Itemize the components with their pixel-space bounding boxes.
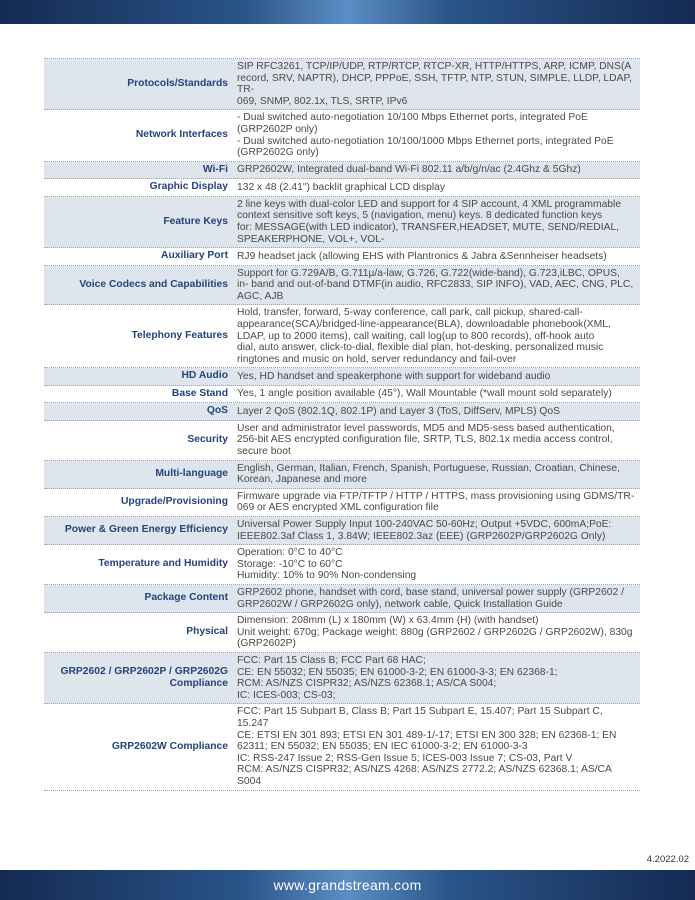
spec-row bbox=[44, 248, 640, 266]
spec-row bbox=[44, 162, 640, 180]
spec-value-line: Dimension: 208mm (L) x 180mm (W) x 63.4mm (H) (with handset) bbox=[237, 615, 539, 627]
spec-value-line: GRP2602W, Integrated dual-band Wi-Fi 802.11 a/b/g/n/ac (2.4Ghz & 5Ghz) bbox=[237, 164, 581, 176]
spec-label: Upgrade/Provisioning bbox=[121, 496, 228, 508]
spec-label: Multi-language bbox=[155, 468, 228, 479]
spec-label: Security bbox=[187, 434, 228, 446]
spec-label: Protocols/Standards bbox=[127, 77, 228, 89]
spec-row bbox=[44, 517, 640, 545]
spec-value bbox=[234, 653, 640, 703]
spec-value-line: Humidity: 10% to 90% Non-condensing bbox=[237, 570, 417, 582]
spec-value-line: 069 or AES encrypted XML configuration file bbox=[237, 502, 439, 514]
spec-value-line: GRP2602W / GRP2602G only), network cable, Quick Installation Guide bbox=[237, 598, 563, 610]
spec-label: GRP2602W Compliance bbox=[111, 740, 228, 752]
spec-value-line: Hold, transfer, forward, 5-way conference, call park, call pickup, shared-call- bbox=[237, 307, 583, 319]
spec-value bbox=[234, 403, 640, 420]
top-decorative-band bbox=[0, 0, 695, 24]
spec-value-line: secure boot bbox=[237, 446, 291, 458]
spec-value-line: 132 x 48 (2.41") backlit graphical LCD display bbox=[237, 181, 445, 193]
spec-row bbox=[44, 266, 640, 306]
spec-value-line: Operation: 0°C to 40°C bbox=[237, 547, 343, 559]
spec-value-line: dial, auto answer, click-to-dial, flexible dial plan, hot-desking, personalized music bbox=[237, 342, 604, 354]
footer-band bbox=[0, 870, 695, 900]
spec-value-line: context sensitive soft keys, 5 (navigation, menu) keys. 8 dedicated function keys bbox=[237, 210, 603, 222]
spec-row bbox=[44, 489, 640, 517]
spec-value bbox=[234, 162, 640, 179]
spec-label: Package Content bbox=[144, 592, 228, 604]
spec-value bbox=[234, 461, 640, 488]
spec-row bbox=[44, 59, 640, 110]
spec-value-line: RJ9 headset jack (allowing EHS with Plantronics & Jabra &Sennheiser headsets) bbox=[237, 250, 607, 262]
spec-label: Power & Green Energy Efficiency bbox=[64, 524, 228, 536]
spec-value-line: - Dual switched auto-negotiation 10/100 Mbps Ethernet ports, integrated PoE bbox=[237, 112, 588, 124]
specifications-table bbox=[44, 58, 640, 791]
spec-value-line: (GRP2602P) bbox=[237, 638, 296, 650]
spec-row bbox=[44, 197, 640, 248]
spec-value bbox=[234, 585, 640, 612]
spec-label: Telephony Features bbox=[131, 330, 228, 342]
spec-value-line: LDAP, up to 2000 items), call waiting, call log(up to 800 records), off-hook auto bbox=[237, 330, 595, 342]
spec-value-line: (GRP2602P only) bbox=[237, 123, 318, 135]
spec-row bbox=[44, 653, 640, 704]
spec-value-line: (GRP2602G only) bbox=[237, 147, 319, 159]
spec-value-line: ringtones and music on hold, server redundancy and fail-over bbox=[237, 353, 517, 365]
spec-value-line: 62311; EN 55032; EN 55035; EN IEC 61000-3-2; EN 61000-3-3 bbox=[237, 741, 528, 753]
spec-value bbox=[234, 517, 640, 544]
spec-value bbox=[234, 368, 640, 385]
spec-value-line: GRP2602 phone, handset with cord, base stand, universal power supply (GRP2602 / bbox=[237, 587, 624, 598]
spec-row bbox=[44, 461, 640, 489]
spec-label: Temperature and Humidity bbox=[98, 558, 228, 570]
spec-row bbox=[44, 305, 640, 368]
spec-value-line: Support for G.729A/B, G.711µ/a-law, G.726, G.722(wide-band), G.723,iLBC, OPUS, bbox=[237, 267, 620, 279]
spec-value-line: English, German, Italian, French, Spanish, Portuguese, Russian, Croatian, Chinese, bbox=[237, 462, 620, 474]
spec-value-line: Korean, Japanese and more bbox=[237, 474, 367, 486]
spec-row bbox=[44, 421, 640, 461]
spec-value-line: appearance(SCA)/bridged-line-appearance(BLA), downloadable phonebook(XML, bbox=[237, 319, 611, 330]
spec-value bbox=[234, 59, 640, 109]
spec-value bbox=[234, 704, 640, 789]
spec-value-line: User and administrator level passwords, MD5 and MD5-sess based authentication, bbox=[237, 422, 615, 434]
spec-value-line: RCM: AS/NZS CISPR32; AS/NZS 62368.1; AS/CA S004; bbox=[237, 678, 497, 690]
spec-row bbox=[44, 179, 640, 197]
spec-label: Feature Keys bbox=[163, 215, 228, 227]
spec-value bbox=[234, 421, 640, 460]
spec-value-line: 256-bit AES encrypted configuration file, SRTP, TLS, 802.1x media access control, bbox=[237, 434, 613, 446]
spec-value-line: FCC: Part 15 Subpart B, Class B; Part 15 Subpart E, 15.407; Part 15 Subpart C, 15.247 bbox=[237, 706, 603, 729]
spec-value-line: Layer 2 QoS (802.1Q, 802.1P) and Layer 3 (ToS, DiffServ, MPLS) QoS bbox=[237, 405, 560, 417]
spec-row bbox=[44, 403, 640, 421]
spec-value-line: SIP RFC3261, TCP/IP/UDP, RTP/RTCP, RTCP-XR, HTTP/HTTPS, ARP, ICMP, DNS(A bbox=[237, 61, 632, 72]
document-version: 4.2022.02 bbox=[646, 854, 689, 865]
spec-label: Voice Codecs and Capabilities bbox=[79, 278, 228, 290]
spec-label: Base Stand bbox=[171, 387, 228, 399]
spec-value bbox=[234, 110, 640, 160]
spec-row bbox=[44, 386, 640, 404]
spec-row bbox=[44, 368, 640, 386]
spec-row bbox=[44, 110, 640, 161]
spec-value-line: CE: ETSI EN 301 893; ETSI EN 301 489-1/-17; ETSI EN 300 328; EN 62368-1; EN bbox=[237, 729, 617, 741]
spec-value-line: 2 line keys with dual-color LED and support for 4 SIP account, 4 XML programmable bbox=[237, 198, 622, 210]
spec-value-line: SPEAKERPHONE, VOL+, VOL- bbox=[237, 233, 385, 245]
spec-value-line: AGC, AJB bbox=[237, 290, 284, 302]
spec-label: QoS bbox=[206, 405, 228, 417]
spec-label: HD Audio bbox=[181, 370, 228, 382]
spec-value bbox=[234, 248, 640, 265]
spec-row bbox=[44, 613, 640, 653]
spec-value bbox=[234, 613, 640, 652]
spec-label: Network Interfaces bbox=[135, 129, 228, 141]
spec-value bbox=[234, 179, 640, 196]
spec-label: Graphic Display bbox=[149, 181, 228, 193]
spec-value-line: Storage: -10°C to 60°C bbox=[237, 558, 343, 570]
spec-value-line: Yes, 1 angle position available (45°), Wall Mountable (*wall mount sold separately) bbox=[237, 388, 612, 400]
spec-value bbox=[234, 489, 640, 516]
spec-value-line: Yes, HD handset and speakerphone with support for wideband audio bbox=[237, 370, 551, 382]
spec-value bbox=[234, 305, 640, 367]
spec-row bbox=[44, 585, 640, 613]
spec-value-line: IC: RSS-247 Issue 2; RSS-Gen Issue 5; ICES-003 Issue 7; CS-03, Part V bbox=[237, 752, 573, 764]
spec-value-line: CE: EN 55032; EN 55035; EN 61000-3-2; EN 61000-3-3; EN 62368-1; bbox=[237, 666, 558, 678]
spec-value-line: IC: ICES-003; CS-03; bbox=[237, 689, 336, 701]
spec-value-line: FCC: Part 15 Class B; FCC Part 68 HAC; bbox=[237, 654, 426, 666]
spec-value-line: in- band and out-of-band DTMF(in audio, RFC2833, SIP INFO), VAD, AEC, CNG, PLC, bbox=[237, 279, 634, 291]
spec-label: GRP2602 / GRP2602P / GRP2602G Compliance bbox=[60, 665, 228, 690]
spec-value bbox=[234, 386, 640, 403]
spec-label: Physical bbox=[186, 626, 228, 638]
spec-value-line: Firmware upgrade via FTP/TFTP / HTTP / HTTPS, mass provisioning using GDMS/TR- bbox=[237, 490, 635, 502]
spec-value-line: for: MESSAGE(with LED indicator), TRANSFER,HEADSET, MUTE, SEND/REDIAL, bbox=[237, 221, 620, 233]
spec-value-line: - Dual switched auto-negotiation 10/100/1000 Mbps Ethernet ports, integrated PoE bbox=[237, 135, 614, 147]
spec-row bbox=[44, 704, 640, 790]
spec-value-line: Universal Power Supply Input 100-240VAC 50-60Hz; Output +5VDC, 600mA;PoE: bbox=[237, 519, 612, 531]
spec-row bbox=[44, 545, 640, 585]
spec-value bbox=[234, 197, 640, 247]
spec-value bbox=[234, 266, 640, 305]
spec-label: Auxiliary Port bbox=[161, 250, 228, 262]
spec-value bbox=[234, 545, 640, 584]
spec-value-line: record, SRV, NAPTR), DHCP, PPPoE, SSH, TFTP, NTP, STUN, SIMPLE, LLDP, LDAP, TR- bbox=[237, 72, 632, 96]
website-link[interactable]: www.grandstream.com bbox=[273, 877, 422, 893]
spec-value-line: RCM: AS/NZS CISPR32; AS/NZS 4268; AS/NZS 2772.2; AS/NZS 62368.1; AS/CA S004 bbox=[237, 764, 612, 787]
spec-value-line: 069, SNMP, 802.1x, TLS, SRTP, IPv6 bbox=[237, 95, 408, 107]
spec-value-line: Unit weight: 670g; Package weight: 880g (GRP2602 / GRP2602G / GRP2602W), 830g bbox=[237, 626, 633, 638]
spec-value-line: IEEE802.3af Class 1, 3.84W; IEEE802.3az (EEE) (GRP2602P/GRP2602G Only) bbox=[237, 530, 606, 542]
spec-label: Wi-Fi bbox=[202, 163, 228, 175]
